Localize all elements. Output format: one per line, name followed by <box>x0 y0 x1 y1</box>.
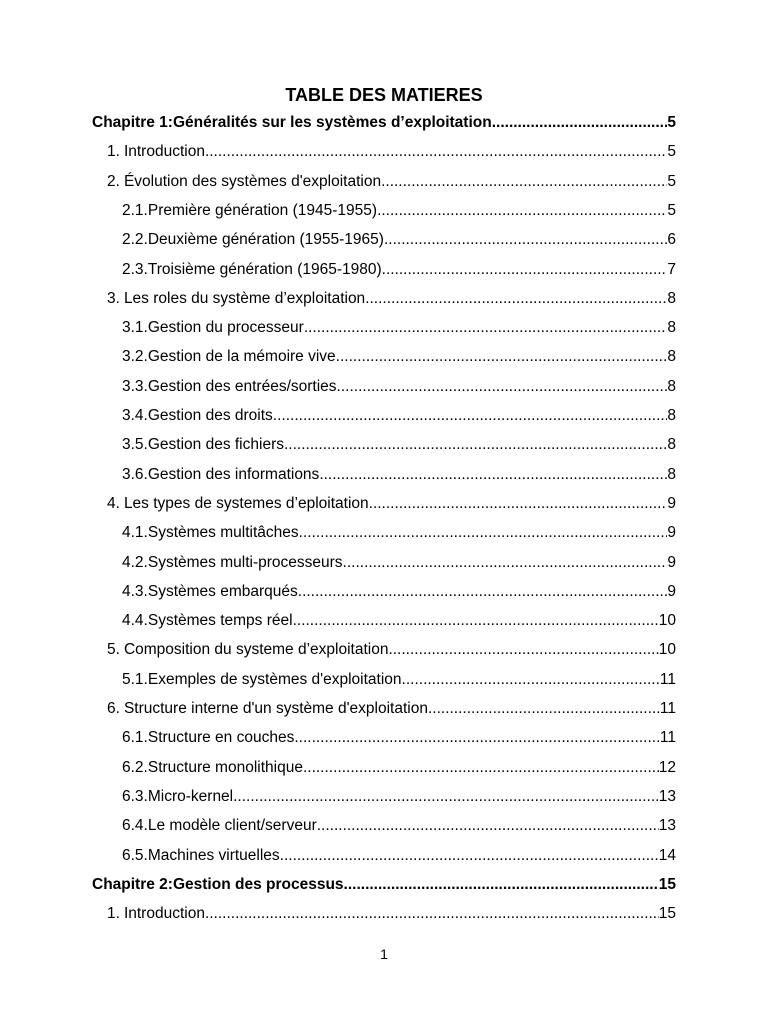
toc-entry-page: 8 <box>667 319 676 336</box>
toc-entry-number: 6. <box>107 700 120 717</box>
toc-entry-number: 3. <box>107 290 120 307</box>
toc-entry-number: Chapitre 2: <box>92 876 173 893</box>
dot-leader <box>299 524 668 542</box>
dot-leader <box>381 173 667 191</box>
dot-leader <box>343 554 668 572</box>
dot-leader <box>344 876 659 894</box>
toc-entry-page: 8 <box>667 348 676 365</box>
toc-entry-number: 6.5. <box>122 847 148 864</box>
toc-chapter-entry[interactable] <box>92 114 676 136</box>
toc-entry[interactable] <box>122 612 676 634</box>
dot-leader <box>205 143 667 161</box>
toc-entry-number: 6.4. <box>122 817 148 834</box>
toc-entry-page: 9 <box>667 524 676 541</box>
toc-entry-title: Systèmes multitâches <box>147 524 299 541</box>
toc-entry-title: Gestion des fichiers <box>147 436 284 453</box>
toc-entry-title: Systèmes temps réel <box>147 612 293 629</box>
dot-leader <box>336 348 668 366</box>
dot-leader <box>384 231 667 249</box>
toc-entry-page: 8 <box>667 466 676 483</box>
toc-entry-number: 1. <box>107 905 120 922</box>
toc-entry-number: 1. <box>107 143 120 160</box>
toc-entry-page: 5 <box>667 202 676 219</box>
toc-entry-page: 13 <box>658 817 676 834</box>
toc-entry-title: Les types de systemes d’eploitation <box>123 495 369 512</box>
toc-entry[interactable] <box>122 583 676 605</box>
toc-entry-number: 3.1. <box>122 319 148 336</box>
toc-entry-number: 4.2. <box>122 554 148 571</box>
toc-entry-page: 9 <box>667 554 676 571</box>
toc-entry-number: 3.3. <box>122 378 148 395</box>
toc-entry-page: 9 <box>667 583 676 600</box>
toc-entry-title: Micro-kernel <box>147 788 234 805</box>
dot-leader <box>377 202 667 220</box>
toc-entry[interactable] <box>122 436 676 458</box>
toc-entry[interactable] <box>122 261 676 283</box>
toc-entry-title: Machines virtuelles <box>147 847 280 864</box>
dot-leader <box>205 905 659 923</box>
toc-entry-title: Gestion des informations <box>147 466 320 483</box>
toc-entry-title: Troisième génération (1965-1980) <box>147 261 382 278</box>
toc-entry[interactable] <box>122 202 676 224</box>
dot-leader <box>298 583 668 601</box>
dot-leader <box>303 759 659 777</box>
toc-entry[interactable] <box>107 173 676 195</box>
toc-entry-title: Systèmes multi-processeurs <box>147 554 343 571</box>
toc-entry-title: Les roles du système d’exploitation <box>123 290 366 307</box>
toc-entry-title: Gestion du processeur <box>147 319 304 336</box>
dot-leader <box>369 495 668 513</box>
toc-entry-page: 8 <box>667 290 676 307</box>
toc-entry-number: 4.1. <box>122 524 148 541</box>
toc-entry[interactable] <box>122 378 676 400</box>
toc-entry-title: Structure monolithique <box>147 759 303 776</box>
toc-entry-title: Première génération (1945-1955) <box>147 202 378 219</box>
toc-entry[interactable] <box>107 641 676 663</box>
toc-entry[interactable] <box>122 466 676 488</box>
toc-entry-title: Gestion des droits <box>147 407 273 424</box>
toc-entry[interactable] <box>122 524 676 546</box>
dot-leader <box>388 641 658 659</box>
toc-entry-page: 15 <box>658 905 676 922</box>
toc-entry-number: 2.1. <box>122 202 148 219</box>
toc-entry-title: Exemples de systèmes d'exploitation <box>147 671 402 688</box>
toc-entry-number: 2.3. <box>122 261 148 278</box>
toc-entry[interactable] <box>122 671 676 693</box>
dot-leader <box>284 436 667 454</box>
toc-entry-number: 5. <box>107 641 120 658</box>
dot-leader <box>304 319 668 337</box>
dot-leader <box>273 407 668 425</box>
toc-entry[interactable] <box>122 319 676 341</box>
toc-entry-title: Gestion des processus <box>172 876 344 893</box>
toc-entry[interactable] <box>122 554 676 576</box>
toc-entry-page: 8 <box>667 407 676 424</box>
toc-entry[interactable] <box>122 348 676 370</box>
toc-entry-number: 3.4. <box>122 407 148 424</box>
toc-entry-title: Structure interne d'un système d'exploitation <box>123 700 428 717</box>
toc-entry-title: Généralités sur les systèmes d’exploitation <box>172 114 492 131</box>
dot-leader <box>293 612 659 630</box>
dot-leader <box>294 729 660 747</box>
toc-entry-page: 11 <box>659 671 676 688</box>
toc-entry-page: 7 <box>667 261 676 278</box>
toc-entry-number: 3.5. <box>122 436 148 453</box>
dot-leader <box>233 788 659 806</box>
toc-entry[interactable] <box>107 700 676 722</box>
toc-entry-title: Le modèle client/serveur <box>147 817 317 834</box>
toc-entry-page: 15 <box>658 876 676 893</box>
dot-leader <box>280 847 659 865</box>
toc-entry-page: 10 <box>658 612 676 629</box>
toc-entry[interactable] <box>122 407 676 429</box>
toc-entry-title: Composition du systeme d’exploitation <box>123 641 389 658</box>
toc-entry-number: 2.2. <box>122 231 148 248</box>
toc-entry-number: 6.1. <box>122 729 148 746</box>
toc-entry[interactable] <box>107 495 676 517</box>
toc-entry-number: 4.3. <box>122 583 148 600</box>
toc-entry[interactable] <box>122 729 676 751</box>
toc-entry-number: 3.2. <box>122 348 148 365</box>
toc-entry[interactable] <box>107 143 676 165</box>
toc-entry[interactable] <box>122 759 676 781</box>
toc-entry-page: 11 <box>659 729 676 746</box>
toc-entry-page: 5 <box>667 143 676 160</box>
dot-leader <box>317 817 659 835</box>
dot-leader <box>319 466 667 484</box>
toc-entry-page: 13 <box>658 788 676 805</box>
toc-entry-number: 4.4. <box>122 612 148 629</box>
toc-entry-title: Gestion de la mémoire vive <box>147 348 336 365</box>
toc-entry-page: 12 <box>658 759 676 776</box>
toc-entry[interactable] <box>107 290 676 312</box>
toc-entry-title: Introduction <box>123 143 205 160</box>
toc-entry-page: 11 <box>659 700 676 717</box>
toc-entry-title: Introduction <box>123 905 205 922</box>
toc-entry-title: Deuxième génération (1955-1965) <box>147 231 384 248</box>
toc-entry-page: 5 <box>667 114 676 131</box>
toc-chapter-entry[interactable] <box>92 876 676 898</box>
dot-leader <box>382 261 668 279</box>
toc-entry-number: 2. <box>107 173 120 190</box>
toc-entry-page: 8 <box>667 378 676 395</box>
page-title: TABLE DES MATIERES <box>285 85 483 105</box>
toc-entry-page: 9 <box>667 495 676 512</box>
dot-leader <box>428 700 660 718</box>
toc-entry-page: 10 <box>658 641 676 658</box>
toc-entry-title: Structure en couches <box>147 729 295 746</box>
toc-entry[interactable] <box>122 847 676 869</box>
toc-entry-number: 6.3. <box>122 788 148 805</box>
toc-entry-title: Systèmes embarqués <box>147 583 298 600</box>
toc-entry-number: 3.6. <box>122 466 148 483</box>
dot-leader <box>402 671 660 689</box>
dot-leader <box>365 290 667 308</box>
toc-entry-title: Gestion des entrées/sorties <box>147 378 337 395</box>
toc-entry-page: 5 <box>667 173 676 190</box>
toc-entry-number: Chapitre 1: <box>92 114 173 131</box>
toc-entry[interactable] <box>122 231 676 253</box>
toc-entry[interactable] <box>107 905 676 927</box>
footer-page-number: 1 <box>380 946 388 962</box>
toc-entry-page: 8 <box>667 436 676 453</box>
toc-entry-page: 6 <box>667 231 676 248</box>
toc-entry-page: 14 <box>658 847 676 864</box>
toc-entry-title: Évolution des systèmes d'exploitation <box>123 173 382 190</box>
toc-entry[interactable] <box>122 817 676 839</box>
dot-leader <box>492 114 668 132</box>
dot-leader <box>337 378 668 396</box>
toc-entry-number: 4. <box>107 495 120 512</box>
toc-entry-number: 5.1. <box>122 671 148 688</box>
toc-entry-number: 6.2. <box>122 759 148 776</box>
toc-entry[interactable] <box>122 788 676 810</box>
